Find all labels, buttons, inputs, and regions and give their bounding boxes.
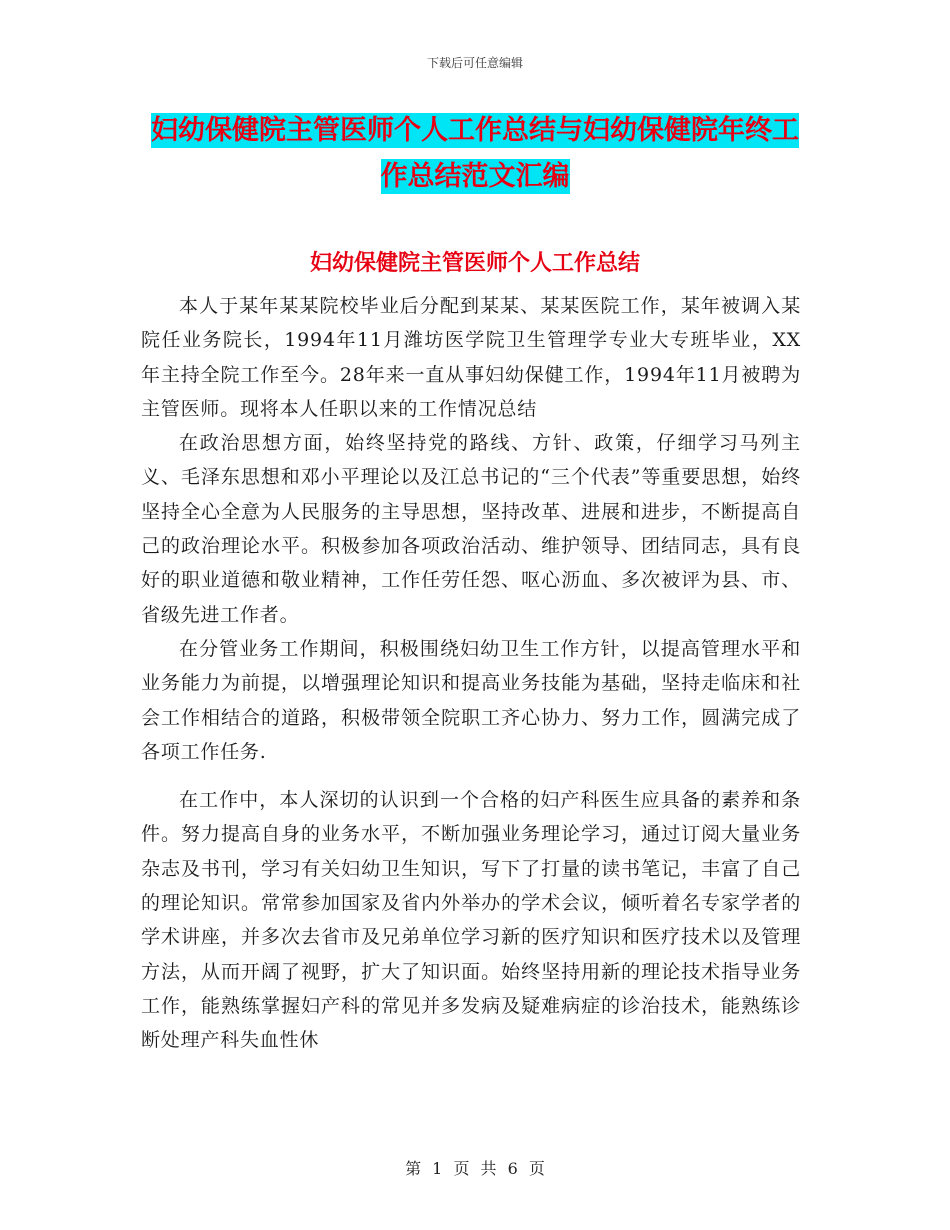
paragraph-4: 在工作中，本人深切的认识到一个合格的妇产科医生应具备的素养和条件。努力提高自身的业务水平，不断加强业务理论学习，通过订阅大量业务杂志及书刊，学习有关妇幼卫生知识，写下了打量的读书笔记，丰富了自己的理论知识。常常参加国家及省内外举办的学术会议，倾听着名专家学者的学术讲座，并多次去省市及兄弟单位学习新的医疗知识和医疗技术以及管理方法，从而开阔了视野，扩大了知识面。始终坚持用新的理论技术指导业务工作，能熟练掌握妇产科的常见并多发病及疑难病症的诊治技术，能熟练诊断处理产科失血性休 xyxy=(141,789,801,1052)
paragraph-2: 在政治思想方面，始终坚持党的路线、方针、政策，仔细学习马列主义、毛泽东思想和邓小平理论以及江总书记的“三个代表”等重要思想，始终坚持全心全意为人民服务的主导思想，坚持改革、进展和进步，不断提高自己的政治理论水平。积极参加各项政治活动、维护领导、团结同志，具有良好的职业道德和敬业精神，工作任劳任怨、呕心沥血、多次被评为县、市、省级先进工作者。 xyxy=(141,432,801,626)
section-title: 妇幼保健院主管医师个人工作总结 xyxy=(309,251,640,276)
document-title xyxy=(140,108,810,200)
body-text xyxy=(141,289,801,1058)
document-title-text: 妇幼保健院主管医师个人工作总结与妇幼保健院年终工作总结范文汇编 xyxy=(151,115,799,192)
header-note: 下载后可任意编辑 xyxy=(426,56,523,70)
paragraph-3: 在分管业务工作期间，积极围绕妇幼卫生工作方针，以提高管理水平和业务能力为前提，以增强理论知识和提高业务技能为基础，坚持走临床和社会工作相结合的道路，积极带领全院职工齐心协力、努力工作，圆满完成了各项工作任务. xyxy=(141,637,801,763)
paragraph-1: 本人于某年某某院校毕业后分配到某某、某某医院工作，某年被调入某院任业务院长，1994年11月潍坊医学院卫生管理学专业大专班毕业，XX年主持全院工作至今。28年来一直从事妇幼保健工作，1994年11月被聘为主管医师。现将本人任职以来的工作情况总结 xyxy=(141,295,801,420)
page-footer: 第 1 页 共 6 页 xyxy=(405,1159,545,1178)
